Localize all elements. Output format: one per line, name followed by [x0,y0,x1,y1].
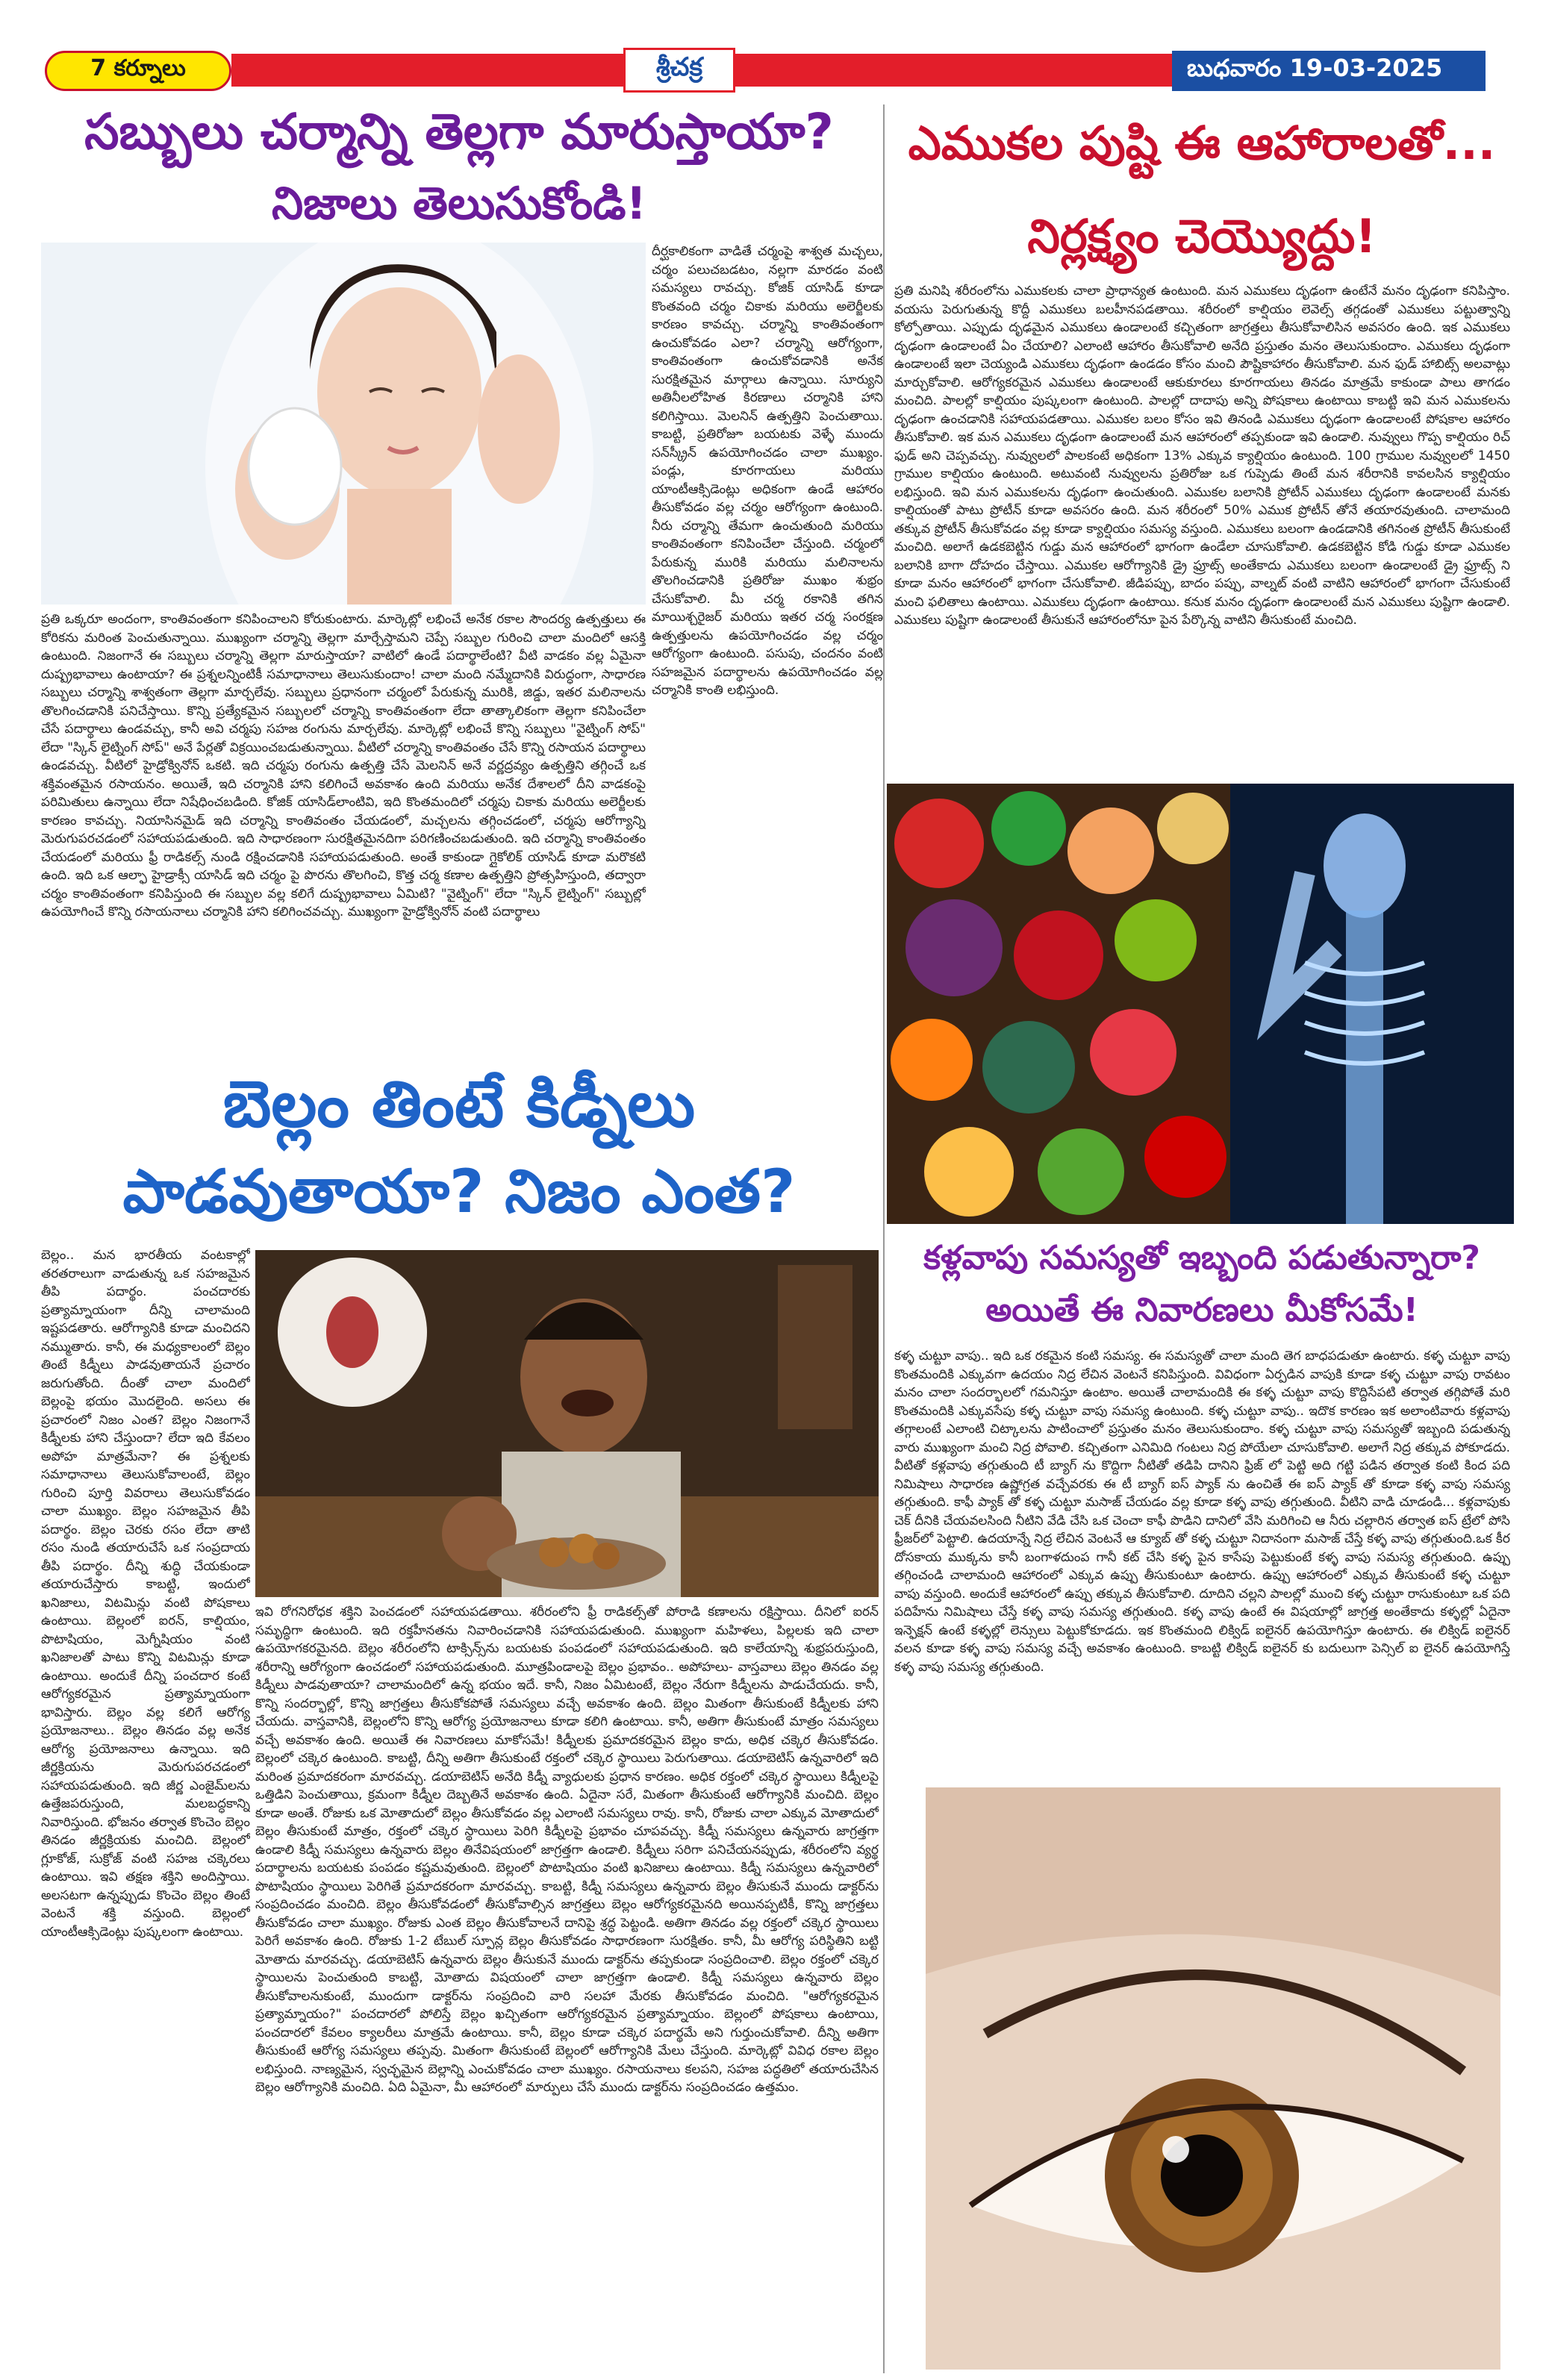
bone-headline-1: ఎముకల పుష్టి ఈ ఆహారాలతో... [908,116,1496,170]
soap-headline-1: సబ్బులు చర్మాన్ని తెల్లగా మారుస్తాయా? [84,103,834,160]
soap-photo [41,243,646,605]
page-label: 7 కర్నూలు [45,51,231,91]
soap-headline-2: నిజాలు తెలుసుకోండి! [272,178,646,230]
eye-headline-2: అయితే ఈ నివారణలు మీకోసమే! [985,1291,1418,1329]
jaggery-headline-1: బెల్లం తింటే కిడ్నీలు [222,1067,696,1142]
eye-headline-1: కళ్లవాపు సమస్యతో ఇబ్బంది పడుతున్నారా? [923,1239,1480,1277]
jaggery-photo [255,1250,879,1597]
column-divider [883,104,885,2373]
jaggery-body: ఇవి రోగనిరోధక శక్తిని పెంచడంలో సహాయపడతాయి. శరీరంలోని ఫ్రీ రాడికల్స్‌తో పోరాడి కణాలను రక్షిస్తాయి. దీనిలో ఐరన్ సమృద్ధిగా ఉంటుంది. ఇది రక్తహీనతను నివారించడానికి సహాయపడుతుంది. ముఖ్యంగా మహిళలు, పిల్లలకు ఇది చాలా ఉపయోగకరమైనది. బెల్లం శరీరంలోని టాక్సిన్స్‌ను బయటకు పంపడంలో సహాయపడుతుంది. ఇది కాలేయాన్ని శుభ్రపరుస్తుంది, శరీరాన్ని ఆరోగ్యంగా ఉంచడంలో సహాయపడుతుంది. మూత్రపిండాలపై బెల్లం ప్రభావం.. అపోహలు- వాస్తవాలు బెల్లం తినడం వల్ల కిడ్నీలు పాడవుతాయా? చాలామందిలో ఉన్న భయం ఇదే. కానీ, నిజం ఏమిటంటే, బెల్లం నేరుగా కిడ్నీలను పాడుచేయదు. కానీ, కొన్ని సందర్భాల్లో, కొన్ని జాగ్రత్తలు తీసుకోకపోతే సమస్యలు వచ్చే అవకాశం ఉంది. బెల్లం మితంగా తీసుకుంటే కిడ్నీలకు హాని చేయదు. వాస్తవానికి, బెల్లంలోని కొన్ని ఆరోగ్య ప్రయోజనాలు కూడా కలిగి ఉంటాయి. కానీ, అతిగా తీసుకుంటే మాత్రం సమస్యలు వచ్చే అవకాశం ఉంది. అయితే ఈ నివారణలు మాకోసమే! కిడ్నీలకు ప్రమాదకరమైన బెల్లం కాదు, అధిక చక్కెర తీసుకోవడం. బెల్లంలో చక్కెర ఉంటుంది. కాబట్టి, దీన్ని అతిగా తీసుకుంటే రక్తంలో చక్కెర స్థాయిలు పెరుగుతాయి. డయాబెటిస్ ఉన్నవారిలో ఇది మరింత ప్రమాదకరంగా మారవచ్చు. డయాబెటిస్ అనేది కిడ్నీ వ్యాధులకు ప్రధాన కారణం. అధిక రక్తంలో చక్కెర స్థాయిలు కిడ్నీలపై ఒత్తిడిని పెంచుతాయి, క్రమంగా కిడ్నీల దెబ్బతినే అవకాశం ఉంది. ఏదైనా సరే, మితంగా తీసుకుంటే ఆరోగ్యానికి మంచిది. బెల్లం కూడా అంతే. రోజుకు ఒక మోతాదులో బెల్లం తీసుకోవడం వల్ల ఎలాంటి సమస్యలు రావు. కానీ, రోజుకు చాలా ఎక్కువ మోతాదులో బెల్లం తీసుకుంటే మాత్రం, రక్తంలో చక్కెర స్థాయిలు పెరిగి కిడ్నీలపై ప్రభావం చూపవచ్చు. కిడ్నీ సమస్యలు ఉన్నవారు జాగ్రత్తగా ఉండాలి కిడ్నీ సమస్యలు ఉన్నవారు బెల్లం తినేవిషయంలో జాగ్రత్తగా ఉండాలి. కిడ్నీలు సరిగా పనిచేయనప్పుడు, శరీరంలోని వ్యర్థ పదార్థాలను బయటకు పంపడం కష్టమవుతుంది. బెల్లంలో పొటాషియం వంటి ఖనిజాలు ఉంటాయి. కిడ్నీ సమస్యలు ఉన్నవారిలో పొటాషియం స్థాయిలు పెరిగితే ప్రమాదకరంగా మారవచ్చు. కాబట్టి, కిడ్నీ సమస్యలు ఉన్నవారు బెల్లం తీసుకునే ముందు డాక్టర్‌ను సంప్రదించడం మంచిది. బెల్లం తీసుకోవడంలో తీసుకోవాల్సిన జాగ్రత్తలు బెల్లం ఆరోగ్యకరమైనది అయినప్పటికీ, కొన్ని జాగ్రత్తలు తీసుకోవడం చాలా ముఖ్యం. రోజుకు ఎంత బెల్లం తీసుకోవాలనే దానిపై శ్రద్ధ పెట్టండి. అతిగా తినడం వల్ల రక్తంలో చక్కెర స్థాయిలు పెరిగే అవకాశం ఉంది. రోజుకు 1-2 టేబుల్ స్పూన్ల బెల్లం తీసుకోవడం సాధారణంగా సురక్షితం. కానీ, మీ ఆరోగ్య పరిస్థితిని బట్టి మోతాదు మారవచ్చు. డయాబెటిస్ ఉన్నవారు బెల్లం తీసుకునే ముందు డాక్టర్‌ను తప్పకుండా సంప్రదించాలి. బెల్లం రక్తంలో చక్కెర స్థాయిలను పెంచుతుంది కాబట్టి, మోతాదు విషయంలో చాలా జాగ్రత్తగా ఉండాలి. కిడ్నీ సమస్యలు ఉన్నవారు బెల్లం తీసుకోవాలనుకుంటే, ముందుగా డాక్టర్‌ను సంప్రదించి వారి సలహా మేరకు తీసుకోవడం మంచిది. "ఆరోగ్యకరమైన ప్రత్యామ్నాయం?" పంచదారలో పోలిస్తే బెల్లం ఖచ్చితంగా ఆరోగ్యకరమైన ప్రత్యామ్నాయం. బెల్లంలో పోషకాలు ఉంటాయి, పంచదారలో కేవలం క్యాలరీలు మాత్రమే ఉంటాయి. కానీ, బెల్లం కూడా చక్కెర పదార్థమే అని గుర్తుంచుకోవాలి. దీన్ని అతిగా తీసుకుంటే ఆరోగ్య సమస్యలు తప్పవు. మితంగా తీసుకుంటే బెల్లంలో ఆరోగ్యానికి మేలు చేస్తుంది. మార్కెట్లో వివిధ రకాల బెల్లం లభిస్తుంది. నాణ్యమైన, స్వచ్ఛమైన బెల్లాన్ని ఎంచుకోవడం చాలా ముఖ్యం. రసాయనాలు కలపని, సహజ పద్ధతిలో తయారుచేసిన బెల్లం ఆరోగ్యానికి మంచిది. ఏది ఏమైనా, మీ ఆహారంలో మార్పులు చేసే ముందు డాక్టర్‌ను సంప్రదించడం ఉత్తమం. [255,1605,879,2095]
jaggery-column-left: బెల్లం.. మన భారతీయ వంటకాల్లో తరతరాలుగా వాడుతున్న ఒక సహజమైన తీపి పదార్థం. పంచదారకు ప్రత్యామ్నాయంగా దీన్ని చాలామంది ఇష్టపడతారు. ఆరోగ్యానికి కూడా మంచిదని నమ్ముతారు. కానీ, ఈ మధ్యకాలంలో బెల్లం తింటే కిడ్నీలు పాడవుతాయనే ప్రచారం జరుగుతోంది. దీంతో చాలా మందిలో బెల్లంపై భయం మొదలైంది. అసలు ఈ ప్రచారంలో నిజం ఎంత? బెల్లం నిజంగానే కిడ్నీలకు హాని చేస్తుందా? లేదా ఇది కేవలం అపోహ మాత్రమేనా? ఈ ప్రశ్నలకు సమాధానాలు తెలుసుకోవాలంటే, బెల్లం గురించి పూర్తి వివరాలు తెలుసుకోవడం చాలా ముఖ్యం. బెల్లం సహజమైన తీపి పదార్థం. బెల్లం చెరకు రసం లేదా తాటి రసం నుండి తయారుచేసే ఒక సంప్రదాయ తీపి పదార్థం. దీన్ని శుద్ధి చేయకుండా తయారుచేస్తారు కాబట్టి, ఇందులో ఖనిజాలు, విటమిన్లు వంటి పోషకాలు ఉంటాయి. బెల్లంలో ఐరన్, కాల్షియం, పొటాషియం, మెగ్నీషియం వంటి ఖనిజాలతో పాటు కొన్ని విటమిన్లు కూడా ఉంటాయి. అందుకే దీన్ని పంచదార కంటే ఆరోగ్యకరమైన ప్రత్యామ్నాయంగా భావిస్తారు. బెల్లం వల్ల కలిగే ఆరోగ్య ప్రయోజనాలు.. బెల్లం తినడం వల్ల అనేక ఆరోగ్య ప్రయోజనాలు ఉన్నాయి. ఇది జీర్ణక్రియను మెరుగుపరచడంలో సహాయపడుతుంది. ఇది జీర్ణ ఎంజైమ్‌లను ఉత్తేజపరుస్తుంది, మలబద్ధకాన్ని నివారిస్తుంది. భోజనం తర్వాత కొంచెం బెల్లం తినడం జీర్ణక్రియకు మంచిది. బెల్లంలో గ్లూకోజ్, సుక్రోజ్ వంటి సహజ చక్కెరలు ఉంటాయి. ఇవి తక్షణ శక్తిని అందిస్తాయి. అలసటగా ఉన్నప్పుడు కొంచెం బెల్లం తింటే వెంటనే శక్తి వస్తుంది. బెల్లంలో యాంటీఆక్సిడెంట్లు పుష్కలంగా ఉంటాయి. [41,1248,250,1940]
soap-column-right: దీర్ఘకాలికంగా వాడితే చర్మంపై శాశ్వత మచ్చలు, చర్మం పలుచబడటం, నల్లగా మారడం వంటి సమస్యలు రావచ్చు. కోజిక్ యాసిడ్ కూడా కొంతవంది చర్మం చికాకు మరియు అలెర్జీలకు కారణం కావచ్చు. చర్మాన్ని కాంతివంతంగా ఉంచుకోవడం ఎలా? చర్మాన్ని ఆరోగ్యంగా, కాంతివంతంగా ఉంచుకోవడానికి అనేక సురక్షితమైన మార్గాలు ఉన్నాయి. సూర్యుని అతినీలలోహిత కిరణాలు చర్మానికి హాని కలిగిస్తాయి. మెలనిన్ ఉత్పత్తిని పెంచుతాయి. కాబట్టి, ప్రతిరోజూ బయటకు వెళ్ళే ముందు సన్‌స్క్రీన్ ఉపయోగించడం చాలా ముఖ్యం. పండ్లు, కూరగాయలు మరియు యాంటీఆక్సిడెంట్లు అధికంగా ఉండే ఆహారం తీసుకోవడం వల్ల చర్మం ఆరోగ్యంగా ఉంటుంది. నీరు చర్మాన్ని తేమగా ఉంచుతుంది మరియు కాంతివంతంగా కనిపించేలా చేస్తుంది. చర్మంలో పేరుకున్న మురికి మరియు మలినాలను తొలగించడానికి ప్రతిరోజు ముఖం శుభ్రం చేసుకోవాలి. మీ చర్మ రకానికి తగిన మాయిశ్చరైజర్ మరియు ఇతర చర్మ సంరక్షణ ఉత్పత్తులను ఉపయోగించడం వల్ల చర్మం ఆరోగ్యంగా ఉంటుంది. పసుపు, చందనం వంటి సహజమైన పదార్థాలను ఉపయోగించడం వల్ల చర్మానికి కాంతి లభిస్తుంది. [652,244,883,698]
jaggery-headline-2: పాడవుతాయా? నిజం ఎంత? [122,1157,796,1226]
soap-body: ప్రతి ఒక్కరూ అందంగా, కాంతివంతంగా కనిపించాలని కోరుకుంటారు. మార్కెట్లో లభించే అనేక రకాల సౌందర్య ఉత్పత్తులు ఈ కోరికను మరింత పెంచుతున్నాయి. ముఖ్యంగా చర్మాన్ని తెల్లగా మార్చేస్తామని చెప్పే సబ్బుల గురించి చాలా మందిలో ఆసక్తి ఉంటుంది. నిజంగానే ఈ సబ్బులు చర్మాన్ని తెల్లగా మారుస్తాయా? వాటిలో ఉండే పదార్థాలేంటి? వీటి వాడకం వల్ల ఏమైనా దుష్ప్రభావాలు ఉంటాయా? ఈ ప్రశ్నలన్నింటికీ సమాధానాలు తెలుసుకుందాం! చాలా మంది నమ్మేదానికి విరుద్ధంగా, సాధారణ సబ్బులు చర్మాన్ని శాశ్వతంగా తెల్లగా మార్చలేవు. సబ్బులు ప్రధానంగా చర్మంలో పేరుకున్న మురికి, జిడ్డు, ఇతర మలినాలను తొలగించడానికి పనిచేస్తాయి. కొన్ని ప్రత్యేకమైన సబ్బులలో చర్మాన్ని కాంతివంతంగా లేదా తాత్కాలికంగా తెల్లగా కనిపించేలా చేసే పదార్థాలు ఉండవచ్చు, కానీ అవి చర్మపు సహజ రంగును మార్చలేవు. మార్కెట్లో లభించే కొన్ని సబ్బులు "వైట్నింగ్ సోప్" లేదా "స్కిన్ లైట్నింగ్ సోప్" అనే పేర్లతో విక్రయించబడుతున్నాయి. వీటిలో చర్మాన్ని కాంతివంతం చేసే కొన్ని రసాయన పదార్థాలు ఉండవచ్చు. వీటిలో హైడ్రోక్వినోన్ ఒకటి. ఇది చర్మపు రంగును ఉత్పత్తి చేసే మెలనిన్ అనే వర్ణద్రవ్యం ఉత్పత్తిని తగ్గించే ఒక శక్తివంతమైన రసాయనం. అయితే, ఇది చర్మానికి హాని కలిగించే అవకాశం ఉంది మరియు అనేక దేశాలలో దీని వాడకంపై పరిమితులు ఉన్నాయి లేదా నిషేధించబడింది. కోజిక్ యాసిడ్‌లాంటివి, ఇది కొంతమందిలో చర్మపు చికాకు మరియు అలెర్జీలకు కారణం కావచ్చు. నియాసినమైడ్ ఇది చర్మాన్ని కాంతివంతం చేయడంలో, మచ్చలను తగ్గించడంలో, చర్మపు ఆరోగ్యాన్ని మెరుగుపరచడంలో సహాయపడుతుంది. ఇది సాధారణంగా సురక్షితమైనదిగా పరిగణించబడుతుంది. ఇది చర్మాన్ని కాంతివంతం చేయడంలో మరియు ఫ్రీ రాడికల్స్ నుండి రక్షించడానికి సహాయపడుతుంది. అంతే కాకుండా గ్లైకోలిక్ యాసిడ్ కూడా మరొకటి ఉంది. ఇది ఒక ఆల్ఫా హైడ్రాక్సీ యాసిడ్ ఇది చర్మం పై పొరను తొలగించి, కొత్త చర్మ కణాల ఉత్పత్తిని ప్రోత్సహిస్తుంది, తద్వారా చర్మం కాంతివంతంగా కనిపిస్తుంది ఈ సబ్బుల వల్ల కలిగే దుష్ప్రభావాలు ఏమిటి? "వైట్నింగ్" లేదా "స్కిన్ లైట్నింగ్" సబ్బుల్లో ఉపయోగించే కొన్ని రసాయనాలు చర్మానికి హాని కలిగించవచ్చు. ముఖ్యంగా హైడ్రోక్వినోన్ వంటి పదార్థాలు [41,612,646,919]
eye-body: కళ్ళ చుట్టూ వాపు.. ఇది ఒక రకమైన కంటి సమస్య. ఈ సమస్యతో చాలా మంది తెగ బాధపడుతూ ఉంటారు. కళ్ళ చుట్టూ వాపు కొంతమందికి ఎక్కువగా ఉదయం నిద్ర లేచిన వెంటనే కనిపిస్తుంది. వివిధంగా ఏర్పడిన వాపుకి కూడా కళ్ళ చుట్టూ వాపు రావటం మనం చాలా సందర్భాలలో గమనిస్తూ ఉంటాం. అయితే చాలామందికి ఈ కళ్ళ చుట్టూ వాపు కొద్దిసేపటి తర్వాత తగ్గిపోతే మరి కొంతమందికి ఎక్కువసేపు కళ్ళ చుట్టూ వాపు సమస్య ఉంటుంది. కళ్ళ చుట్టూ వాపు.. ఇదొక కారణం ఇక అలాంటివారు కళ్లవాపు తగ్గాలంటే ఎలాంటి చిట్కాలను పాటించాలో ప్రస్తుతం మనం తెలుసుకుందాం. కళ్ళ చుట్టూ వాపు సమస్యతో ఇబ్బంది పడుతున్న వారు ముఖ్యంగా మంచి నిద్ర పోవాలి. కచ్చితంగా ఎనిమిది గంటలు నిద్ర పోయేలా చూసుకోవాలి. అలాగే నిద్ర తక్కువ పోకూడదు. వీటితో కళ్లవాపు తగ్గుతుంది టీ బ్యాగ్ ను కొద్దిగా నీటితో తడిపి దానిని ఫ్రిజ్ లో పెట్టి అది గట్టి పడిన తర్వాత కంటి కింద పది నిమిషాలు సాధారణ ఉష్ణోగ్రత వచ్చేవరకు ఈ టీ బ్యాగ్ ఐస్ ప్యాక్ ను ఉంచితే ఈ ఐస్ ప్యాక్ తో కూడా కళ్ళ వాపు సమస్య తగ్గుతుంది. కాఫీ ప్యాక్ తో కళ్ళ చుట్టూ మసాజ్ చేయడం వల్ల కూడా కళ్ళ వాపు తగ్గుతుంది. వీటిని వాడి చూడండి... కళ్లవాపుకు చెక్ దీనికి చేయవలసింది నీటిని వేడి చేసి ఒక చెంచా కాఫీ పొడిని దానిలో వేసి మరిగించి ఆ నీరు చల్లారిన తర్వాత ఐస్ ట్రేలో పోసి ఫ్రీజర్‌లో పెట్టాలి. ఉదయాన్నే నిద్ర లేచిన వెంటనే ఆ క్యూబ్ తో కళ్ళ చుట్టూ నిదానంగా మసాజ్ చేస్తే కళ్ళ వాపు తగ్గుతుంది.ఒక కీర దోసకాయ ముక్కను కానీ బంగాళదుంప గానీ కట్ చేసి కళ్ళ పైన కాసేపు పెట్టుకుంటే కళ్ళ వాపు సమస్య తగ్గుతుంది. ఉప్పు తగ్గించండి చాలామంది ఆహారంలో ఎక్కువ ఉప్పు తీసుకుంటూ ఉంటారు. ఉప్పు ఆహారంలో ఎక్కువ తీసుకుంటే కళ్ళ చుట్టూ వాపు వస్తుంది. అందుకే ఆహారంలో ఉప్పు తక్కువ తీసుకోవాలి. దూదిని చల్లని పాలల్లో ముంచి కళ్ళ చుట్టూ రాసుకుంటూ ఒక పది పదిహేను నిమిషాలు చేస్తే కళ్ళ వాపు సమస్య తగ్గుతుంది. కళ్ళ వాపు ఉంటే ఈ విషయాల్లో జాగ్రత్త అంతేకాదు కళ్ళల్లో ఏదైనా ఇన్ఫెక్షన్ ఉంటే కళ్ళల్లో లెన్సులు పెట్టుకోకూడదు. ఇక కొంతమంది లిక్విడ్ ఐలైనర్ ఉపయోగిస్తూ ఉంటారు. ఈ లిక్విడ్ ఐలైనర్ వలన కూడా కళ్ళ వాపు సమస్య వచ్చే అవకాశం ఉంటుంది. కాబట్టి లిక్విడ్ ఐలైనర్ కు బదులుగా పెన్సిల్ ఐ లైనర్ ఉపయోగిస్తే కళ్ళ వాపు సమస్య తగ్గుతుంది. [894,1349,1510,1675]
newspaper-logo: శ్రీచక్ర [623,48,735,93]
issue-date: బుధవారం 19-03-2025 [1172,51,1486,91]
eye-photo [926,1787,1500,2370]
bone-body: ప్రతి మనిషి శరీరంలోను ఎముకలకు చాలా ప్రాధాన్యత ఉంటుంది. మన ఎముకలు దృఢంగా ఉంటేనే మనం దృఢంగా కనిపిస్తాం. వయసు పెరుగుతున్న కొద్దీ ఎముకలు బలహీనపడతాయి. శరీరంలో కాల్షియం లెవెల్స్ తగ్గడంతో ఎముకలు పట్టుత్వాన్ని కోల్పోతాయి. ఎప్పుడు దృఢమైన ఎముకలు ఉండాలంటే కచ్చితంగా జాగ్రత్తలు తీసుకోవాలిసిన అవసరం ఉంది. ఇక ఎముకలు దృఢంగా ఉండాలంటే ఏం చేయాలి? ఎలాంటి ఆహారం తీసుకోవాలి అనేది ప్రస్తుతం మనం తెలుసుకుందాం. ఎముకలు దృఢంగా ఉండాలంటే ఇలా చెయ్యండి ఎముకలు దృఢంగా ఉండడం కోసం మంచి పౌష్టికాహారం తీసుకోవాలి. మన ఫుడ్ హాబిట్స్ అలవాట్లు మార్చుకోవాలి. ఆరోగ్యకరమైన ఎముకలు ఉండాలంటే ఆకుకూరలు కూరగాయలు తినడం మాత్రమే కాకుండా పాలు తాగడం మంచిది. పాలల్లో కాల్షియం పుష్కలంగా ఉంటుంది. పాలల్లో దాదాపు అన్ని పోషకాలు ఉంటాయి కాబట్టి ఇవి మన ఎముకలను దృఢంగా ఉంచడానికి సహాయపడతాయి. ఎముకల బలం కోసం ఇవి తినండి ఎముకలు దృఢంగా ఉండాలంటే పోషకాల ఆహారం తీసుకోవాలి. ఇక మన ఎముకలు దృఢంగా ఉండాలంటే మన ఆహారంలో తప్పకుండా ఇవి ఉండాలి. నువ్వులు గొప్ప కాల్షియం రిచ్ ఫుడ్ అని చెప్పవచ్చు. నువ్వులలో పాలకంటే అధికంగా 13% ఎక్కువ క్యాల్షియం ఉంటుంది. 100 గ్రాముల నువ్వులలో 1450 గ్రాముల కాల్షియం ఉంటుంది. అటువంటి నువ్వులను ప్రతిరోజు ఒక గుప్పెడు తింటే మన శరీరానికి కావలసిన క్యాల్షియం లభిస్తుంది. ఇవి మన ఎముకలను దృఢంగా ఉంచుతుంది. ఎముకల బలానికి ప్రోటీన్ ఎముకలు దృఢంగా ఉండాలంటే మనకు కాల్షియంతో పాటు ప్రోటీన్ కూడా అవసరం ఉంది. మన శరీరంలో 50% ఎముక ప్రోటీన్ తోనే తయారవుతుంది. చాలామంది తక్కువ ప్రోటీన్ తీసుకోవడం వల్ల కూడా క్యాల్షియం సమస్య వస్తుంది. ఎముకలు బలంగా ఉండడానికి తగినంత ప్రోటీన్ తీసుకుంటే మంచిది. అలాగే ఉడకబెట్టిన గుడ్డు మన ఆహారంలో భాగంగా ఉండేలా చూసుకోవాలి. ఉడకబెట్టిన కోడి గుడ్డు కూడా ఎముకల బలానికి బాగా దోహదం చేస్తాయి. ఎముకల ఆరోగ్యానికి డ్రై ఫ్రూట్స్ అంతేకాదు ఎముకలు బలంగా ఉండాలంటే డ్రై ఫ్రూట్స్ ని కూడా మనం ఆహారంలో భాగంగా చేసుకోవాలి. జీడిపప్పు, బాదం పప్పు, వాల్నట్ వంటి వాటిని ఆహారంలో భాగంగా చేసుకుంటే మంచి ఫలితాలు ఉంటాయి. ఎముకలు దృఢంగా ఉంటాయి. కనుక మనం దృఢంగా ఉండాలంటే మన ఎముకలు పుష్టిగా ఉండాలి. ఎముకలు పుష్టిగా ఉండాలంటే తీసుకునే ఆహారంలోనూ పైన పేర్కొన్న వాటిని తీసుకుంటే మంచిది. [894,284,1510,628]
bone-headline-2: నిర్లక్ష్యం చెయ్యొద్దు! [1027,209,1377,263]
bone-food-photo [887,784,1514,1224]
